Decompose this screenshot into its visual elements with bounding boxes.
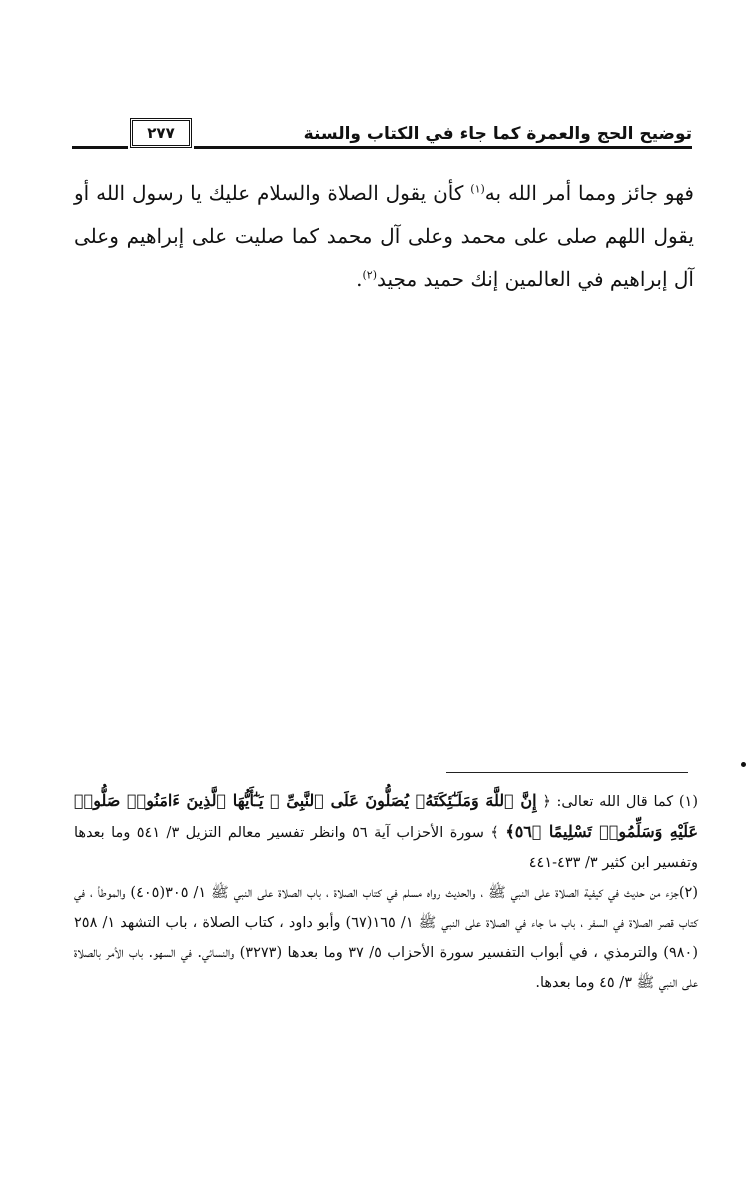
body-text-part: فهو جائز ومما أمر الله به [484,181,694,205]
running-title: توضيح الحج والعمرة كما جاء في الكتاب والسنة [303,124,692,144]
page-header [72,118,692,158]
quran-verse: إِنَّ ٱللَّهَ وَمَلَـٰٓئِكَتَهُۥ يُصَلُّونَ عَلَى ٱلنَّبِىِّ ۚ يَـٰٓأَيُّهَا ٱلَّذِينَ ءَامَنُوا۟ صَلُّوا۟ عَلَيْهِ وَسَلِّمُوا۟ تَسْلِيمًا ﴿٥٦﴾ [74,791,699,841]
footnote-ref-1: (١) [470,182,485,196]
header-rule [194,146,692,149]
footnote-2: (٢)جزء من حديث في كيفية الصلاة على النبي ﷺ ، والحديث رواه مسلم في كتاب الصلاة ، باب الصلاة على النبي ﷺ ١/ ٣٠٥(٤٠٥) والموطأ ، في كتاب قصر الصلاة في السفر ، باب ما جاء في الصلاة على النبي ﷺ ١/ ١٦٥(٦٧) وأبو داود ، كتاب الصلاة ، باب التشهد ١/ ٢٥٨ (٩٨٠) والترمذي ، في أبواب التفسير سورة الأحزاب ٥/ ٣٧ وما بعدها (٣٢٧٣) والنسائي. في السهو. باب الأمر بالصلاة على النبي ﷺ ٣/ ٤٥ وما بعدها. [74,885,699,991]
footnote-ref-2: (٢) [362,268,378,282]
header-rule-short [72,146,128,149]
page-number: ٢٧٧ [147,124,175,142]
margin-mark [741,762,746,767]
main-paragraph [74,172,694,301]
page-number-box [130,118,192,148]
footnote-separator [446,772,688,773]
footnote-1-source: ﴾ سورة الأحزاب آية ٥٦ وانظر تفسير معالم التزيل ٣/ ٥٤١ وما بعدها وتفسير ابن كثير ٣/ ٤٣٣-٤٤١ [74,825,698,871]
footnote-1-intro: (١) كما قال الله تعالى: ﴿ [536,794,698,810]
footnote-1 [74,786,698,878]
body-text-part: كأن يقول الصلاة والسلام عليك يا رسول الله أو يقول اللهم صلى على محمد وعلى آل محمد كما صليت على إبراهيم وعلى آل إبراهيم في العالمين إنك حميد مجيد [74,181,694,291]
footnotes [74,786,698,998]
body-text-part: . [356,267,363,291]
